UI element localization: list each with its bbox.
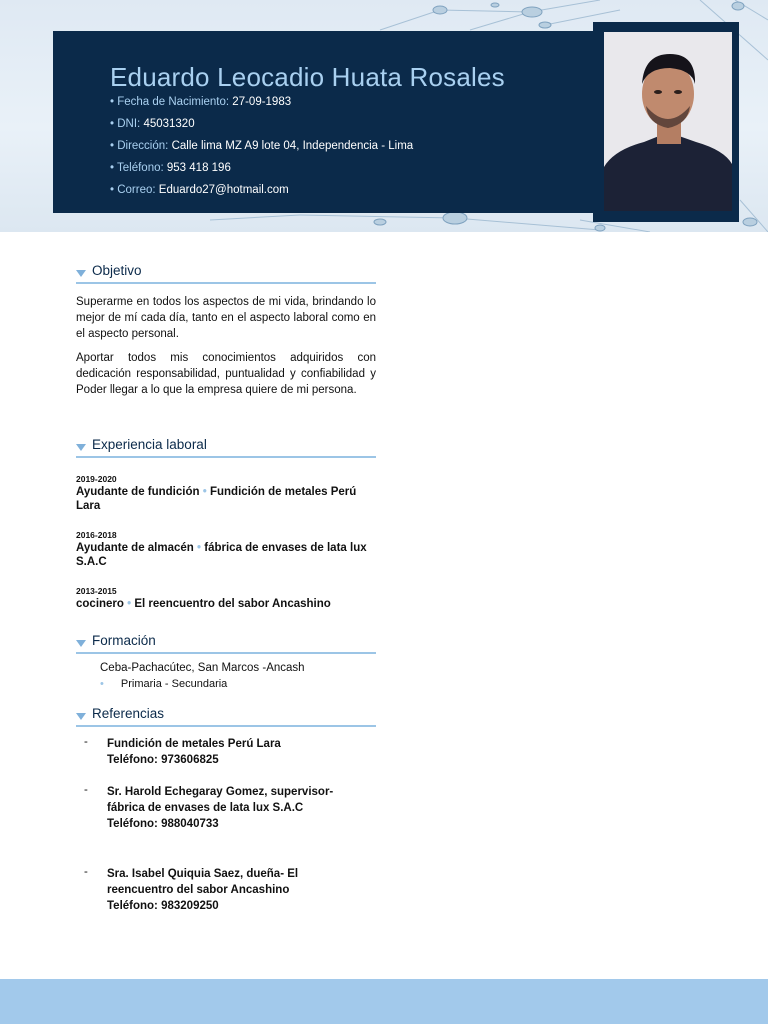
reference-line: fábrica de envases de lata lux S.A.C bbox=[107, 802, 304, 814]
section-title: Experiencia laboral bbox=[92, 437, 207, 452]
info-phone bbox=[110, 162, 580, 184]
section-objetivo-header bbox=[76, 262, 376, 284]
reference-line: Sra. Isabel Quiquia Saez, dueña- El bbox=[107, 868, 299, 880]
section-title: Objetivo bbox=[92, 263, 142, 278]
section-title: Referencias bbox=[92, 706, 165, 721]
job-role: Ayudante de almacén bbox=[76, 542, 194, 554]
job-description bbox=[76, 597, 376, 611]
personal-info-list bbox=[110, 96, 580, 206]
reference-line: Sr. Harold Echegaray Gomez, supervisor- bbox=[107, 786, 334, 798]
education-item bbox=[100, 678, 227, 690]
info-value: Eduardo27@hotmail.com bbox=[158, 184, 289, 196]
reference-lines bbox=[107, 784, 367, 832]
job-separator: • bbox=[127, 598, 132, 610]
bullet-icon: • bbox=[100, 678, 104, 690]
objetivo-paragraph-2: Aportar todos mis conocimientos adquiridos con dedicación responsabilidad, puntualidad y confiabilidad y Poder llegar a lo que la empresa quiere de mi persona. bbox=[76, 352, 376, 396]
info-value: 27-09-1983 bbox=[232, 96, 292, 108]
job-entry bbox=[76, 585, 376, 611]
objetivo-paragraph-1: Superarme en todos los aspectos de mi vida, brindando lo mejor de mí cada día, tanto en el aspecto laboral como en el aspecto personal. bbox=[76, 296, 376, 340]
section-referencias-header bbox=[76, 705, 376, 727]
job-separator: • bbox=[197, 542, 202, 554]
section-formacion-header bbox=[76, 632, 376, 654]
info-value: 45031320 bbox=[143, 118, 195, 130]
section-experiencia-header bbox=[76, 436, 376, 458]
reference-phone: Teléfono: 973606825 bbox=[107, 754, 219, 766]
reference-lines bbox=[107, 866, 367, 914]
job-role: cocinero bbox=[76, 598, 124, 610]
section-title: Formación bbox=[92, 633, 156, 648]
info-dni bbox=[110, 118, 580, 140]
info-label: • Dirección: bbox=[110, 140, 169, 152]
reference-line: Fundición de metales Perú Lara bbox=[107, 738, 281, 750]
job-entry bbox=[76, 473, 376, 513]
job-role: Ayudante de fundición bbox=[76, 486, 200, 498]
job-company: Fundición de metales Perú Lara bbox=[76, 486, 357, 512]
triangle-down-icon bbox=[76, 713, 86, 720]
info-value: 953 418 196 bbox=[166, 162, 231, 174]
list-dash: - bbox=[84, 784, 88, 796]
job-description bbox=[76, 485, 376, 513]
job-separator: • bbox=[202, 486, 207, 498]
job-description bbox=[76, 541, 376, 569]
reference-phone: Teléfono: 988040733 bbox=[107, 818, 219, 830]
reference-lines bbox=[107, 736, 367, 768]
job-years: 2016-2018 bbox=[76, 530, 117, 540]
reference-phone: Teléfono: 983209250 bbox=[107, 900, 219, 912]
triangle-down-icon bbox=[76, 270, 86, 277]
info-value: Calle lima MZ A9 lote 04, Independencia - Lima bbox=[171, 140, 414, 152]
footer-band bbox=[0, 979, 768, 1024]
info-birthdate bbox=[110, 96, 580, 118]
info-label: • DNI: bbox=[110, 118, 141, 130]
education-level: Primaria - Secundaria bbox=[120, 678, 228, 690]
candidate-name: Eduardo Leocadio Huata Rosales bbox=[110, 62, 505, 92]
info-label: • Correo: bbox=[110, 184, 156, 196]
job-years: 2019-2020 bbox=[76, 474, 117, 484]
job-entry bbox=[76, 529, 376, 569]
info-email bbox=[110, 184, 580, 206]
education-school: Ceba-Pachacútec, San Marcos -Ancash bbox=[100, 662, 305, 674]
job-years: 2013-2015 bbox=[76, 586, 117, 596]
list-dash: - bbox=[84, 736, 88, 748]
info-address bbox=[110, 140, 580, 162]
job-company: El reencuentro del sabor Ancashino bbox=[134, 598, 331, 610]
person-silhouette-icon bbox=[604, 32, 732, 211]
profile-photo bbox=[604, 32, 732, 211]
info-label: • Teléfono: bbox=[110, 162, 164, 174]
triangle-down-icon bbox=[76, 444, 86, 451]
reference-line: reencuentro del sabor Ancashino bbox=[107, 884, 290, 896]
job-company: fábrica de envases de lata lux S.A.C bbox=[76, 542, 367, 568]
list-dash: - bbox=[84, 866, 88, 878]
triangle-down-icon bbox=[76, 640, 86, 647]
info-label: • Fecha de Nacimiento: bbox=[110, 96, 230, 108]
